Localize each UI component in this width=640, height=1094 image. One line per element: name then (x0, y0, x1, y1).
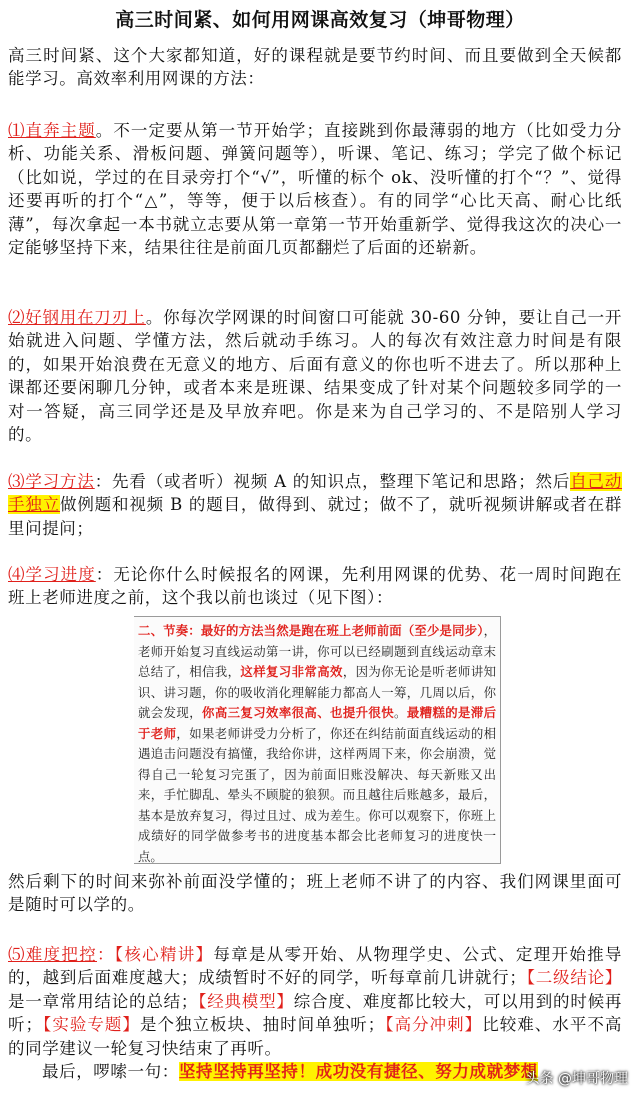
quote-emphasis-2: 你高三复习效率很高、也提升很快 (202, 705, 395, 720)
section-4-text: ：无论你什么时候报名的网课，先利用网课的优势、花一周时间跑在班上老师进度之前，这个我以前也谈过（见下图）： (8, 565, 623, 608)
section-4 (8, 563, 622, 610)
quote-emphasis-1: 这样复习非常高效 (240, 664, 343, 679)
quote-text-4: ，如果老师讲受力分析了，你还在纠结前面直线运动的相遇追击问题没有搞懂，我给你讲，这样两周下来，你会崩溃，觉得自己一轮复习完蛋了，因为前面旧账没解决、每天新账又出来，手忙脚乱、晕头不顾腚的狼狈。而且越往后账越多，最后，基本是放弃复习，得过且过、成为差生。你可以观察下，你班上成绩好的同学做参考书的进度基本都会比老师复习的进度快一点。 (138, 725, 497, 864)
section-5-text-3: 综合度、难度都比较大，可以用到的时候再听； (8, 991, 622, 1035)
section-5-tag-3: 【经典模型】 (198, 991, 294, 1011)
section-3-label: ⑶学习方法 (8, 472, 95, 491)
quote-heading: 二、节奏：最好的方法当然是跑在班上老师前面（至少是同步） (138, 623, 484, 638)
section-3-text-a: ：先看（或者听）视频 A 的知识点，整理下笔记和思路；然后 (94, 472, 571, 491)
section-2-text: 。你每次学网课的时间窗口可能就 30-60 分钟，要让自己一开始就进入问题、学懂方法，然后就动手练习。人的每次有效注意力时间是有限的，如果开始浪费在无意义的地方、后面有意义的你也听不进去了。所以那种上课都还要闲聊几分钟，或者本来是班课、结果变成了针对某个问题较多同学的一对一答疑，高三同学还是及早放弃吧。你是来为自己学习的、不是陪别人学习的。 (8, 308, 622, 445)
section-5-text-4: 是个独立板块、抽时间单独听； (139, 1015, 385, 1035)
section-5-tag-1: ：【核心精讲】 (97, 945, 214, 964)
section-5-tag-5: 【高分冲刺】 (384, 1015, 483, 1035)
section-5-tag-2: 【二级结论】 (526, 968, 623, 988)
watermark: 头条 @坤哥物理 (525, 1071, 628, 1087)
section-5-text-1: 每章是从零开始、从物理学史、公式、定理开始推导的，越到后面难度越大；成绩暂时不好的同学，听每章前几讲就行； (8, 945, 623, 988)
section-4-after (8, 870, 622, 917)
section-5-text-5: 比较难、水平不高的同学建议一轮复习快结束了再听。 (8, 1015, 622, 1058)
quoted-screenshot (134, 616, 501, 864)
section-3-highlight: 自己动手独立 (8, 472, 622, 515)
section-2 (8, 306, 622, 446)
section-5-text-2: 是一章常用结论的总结； (8, 991, 198, 1011)
section-4-after-text: 然后剩下的时间来弥补前面没学懂的；班上老师不讲了的内容、我们网课里面可是随时可以学的。 (8, 872, 622, 915)
page-title: 高三时间紧、如何用网课高效复习（坤哥物理） (115, 9, 525, 31)
section-1-text: 。不一定要从第一节开始学；直接跳到你最薄弱的地方（比如受力分析、功能关系、滑板问题、弹簧问题等），听课、笔记、练习；学完了做个标记（比如说，学过的在目录旁打个“√”，听懂的标个 ok、没听懂的打个“？”、觉得还要再听的打个“△”，等等，便于以后核查）。有的同学“心比天高、耐心比纸薄”，每次拿起一本书就立志要从第一章第一节开始重新学、觉得我这次的决心一定能够坚持下来，结果往往是前面几页都翻烂了后面的还崭新。 (8, 121, 623, 258)
quote-emphasis-3: 最糟糕的是滞后于老师 (138, 705, 497, 741)
section-1 (8, 119, 622, 259)
intro-text: 高三时间紧、这个大家都知道，好的课程就是要节约时间、而且要做到全天候都能学习。高效率利用网课的方法： (8, 46, 622, 89)
section-3 (8, 470, 622, 540)
final-highlight: 坚持坚持再坚持！成功没有捷径、努力成就梦想 (178, 1062, 538, 1081)
section-1-label: ⑴直奔主题 (8, 121, 96, 140)
quote-text-2: ，因为你无论是听老师讲知识、讲习题，你的吸收消化理解能力都高人一筹，几周以后，你就会发现， (138, 664, 497, 720)
section-5-label: ⑸难度把控 (8, 945, 97, 964)
quote-text-3: 。 (394, 705, 407, 720)
section-5-tag-4: 【实验专题】 (42, 1015, 140, 1035)
quote-text-1: ，老师开始复习直线运动第一讲，你可以已经刷题到直线运动章末总结了，相信我， (138, 623, 496, 679)
section-5 (8, 943, 622, 1060)
intro-paragraph (8, 44, 622, 91)
section-2-label: ⑵好钢用在刀刃上 (8, 308, 146, 327)
final-lead: 最后，啰嗦一句： (42, 1062, 179, 1081)
section-3-text-b: 做例题和视频 B 的题目，做得到、就过；做不了，就听视频讲解或者在群里问提问； (8, 495, 623, 538)
section-4-label: ⑷学习进度 (8, 565, 96, 584)
quote-text (138, 621, 496, 867)
